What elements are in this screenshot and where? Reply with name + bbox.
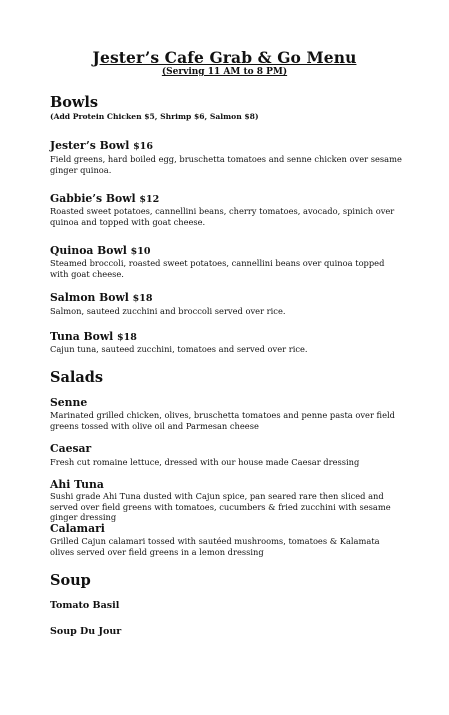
menu-item-name: Ahi Tuna bbox=[50, 478, 104, 491]
item-price: $12 bbox=[139, 194, 160, 205]
item-name: Tuna Bowl bbox=[50, 330, 114, 343]
protein-addon-note: (Add Protein Chicken $5, Shrimp $6, Salmon $8) bbox=[50, 112, 259, 121]
menu-item-name bbox=[50, 291, 152, 304]
menu-title: Jester’s Cafe Grab & Go Menu bbox=[92, 48, 357, 67]
item-description: Cajun tuna, sauteed zucchini, tomatoes and served over rice. bbox=[50, 344, 308, 354]
item-description: Field greens, hard boiled egg, bruschetta tomatoes and senne chicken over sesame ginger quinoa. bbox=[50, 154, 402, 175]
menu-item-name bbox=[50, 330, 137, 343]
item-description: Salmon, sauteed zucchini and broccoli served over rice. bbox=[50, 306, 286, 316]
item-name: Jester’s Bowl bbox=[50, 139, 130, 152]
item-name: Gabbie’s Bowl bbox=[50, 192, 136, 205]
item-description: Grilled Cajun calamari tossed with sautéed mushrooms, tomatoes & Kalamata olives served over field greens in a lemon dressing bbox=[50, 536, 380, 557]
menu-item-name: Calamari bbox=[50, 522, 105, 535]
item-name: Salmon Bowl bbox=[50, 291, 129, 304]
section-heading-salads: Salads bbox=[50, 369, 104, 386]
section-heading-soup: Soup bbox=[50, 572, 91, 589]
menu-item-name: Caesar bbox=[50, 442, 92, 455]
section-heading-bowls: Bowls bbox=[50, 94, 99, 111]
item-price: $18 bbox=[117, 332, 137, 343]
item-description: Steamed broccoli, roasted sweet potatoes, cannellini beans over quinoa topped with goat cheese. bbox=[50, 258, 385, 279]
menu-item-name bbox=[50, 139, 153, 152]
menu-item-name: Soup Du Jour bbox=[50, 626, 122, 637]
item-price: $16 bbox=[133, 141, 153, 152]
menu-item-name: Tomato Basil bbox=[50, 600, 120, 611]
item-description: Fresh cut romaine lettuce, dressed with our house made Caesar dressing bbox=[50, 457, 360, 467]
item-price: $18 bbox=[132, 293, 153, 304]
item-description: Marinated grilled chicken, olives, bruschetta tomatoes and penne pasta over field greens tossed with olive oil and Parmesan cheese bbox=[50, 410, 395, 431]
menu-item-name: Senne bbox=[50, 396, 88, 409]
item-price: $10 bbox=[130, 246, 151, 257]
item-description: Sushi grade Ahi Tuna dusted with Cajun spice, pan seared rare then sliced and served over field greens with tomatoes, cucumbers & fried zucchini with sesame ginger dressing bbox=[50, 491, 391, 523]
menu-item-name bbox=[50, 192, 159, 205]
item-name: Quinoa Bowl bbox=[50, 244, 127, 257]
item-description: Roasted sweet potatoes, cannellini beans, cherry tomatoes, avocado, spinich over quinoa and topped with goat cheese. bbox=[50, 206, 395, 227]
serving-hours: (Serving 11 AM to 8 PM) bbox=[161, 67, 288, 77]
menu-item-name bbox=[50, 244, 151, 257]
